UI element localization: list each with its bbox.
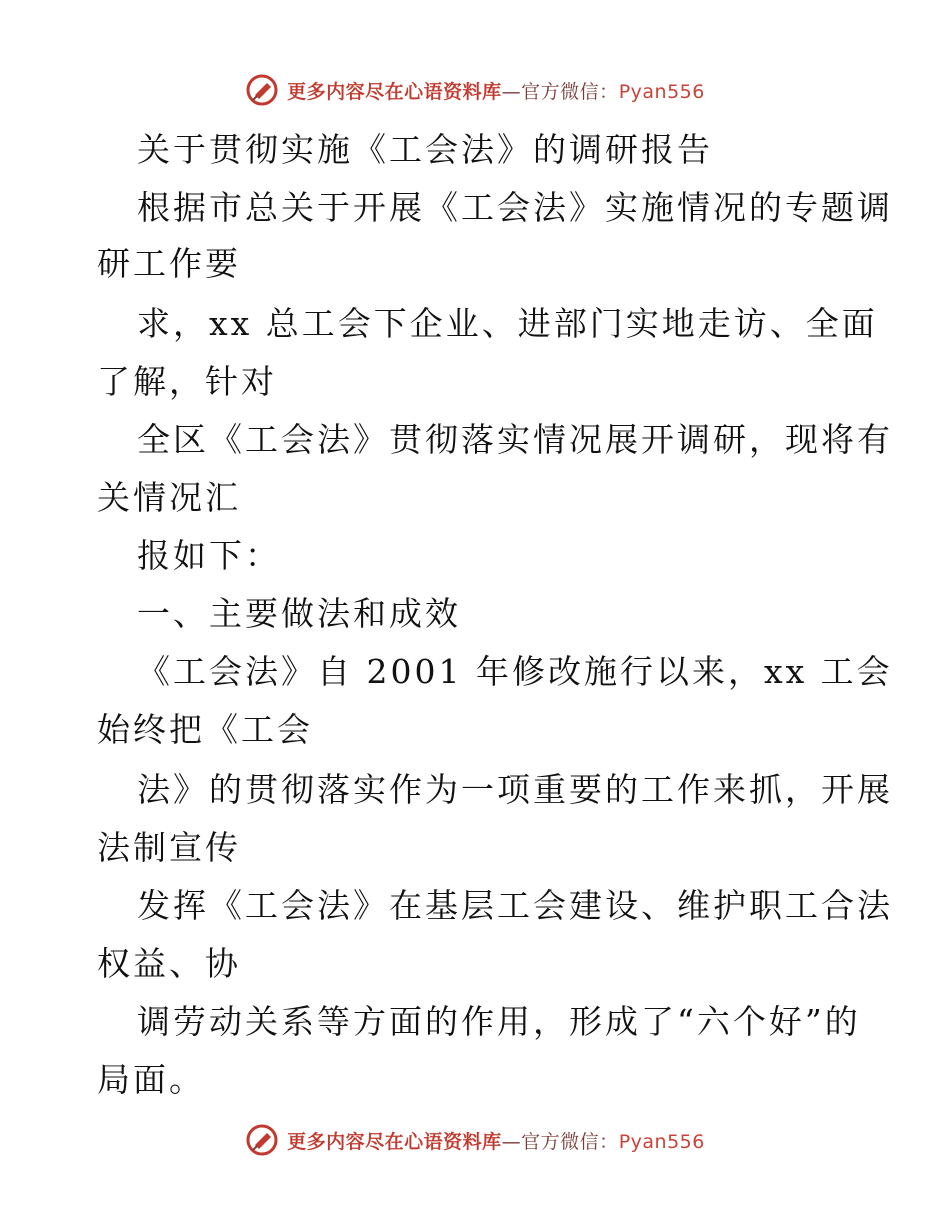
watermark-wechat-label: 官方微信： [521, 1130, 619, 1153]
paragraph-line: 报如下： [137, 536, 281, 575]
paragraph-line: 全区《工会法》贯彻落实情况展开调研，现将有 [137, 420, 893, 459]
section-heading: 一、主要做法和成效 [137, 594, 461, 633]
paragraph-line: 研工作要 [97, 244, 241, 283]
paragraph-line: 《工会法》自 2001 年修改施行以来，xx 工会 [137, 652, 893, 691]
watermark-text [287, 1127, 705, 1154]
watermark-wechat-label: 官方微信： [521, 80, 619, 103]
watermark-dash: — [501, 1130, 522, 1153]
header-watermark [0, 70, 950, 110]
paragraph-line: 根据市总关于开展《工会法》实施情况的专题调 [137, 188, 893, 227]
watermark-slogan: 更多内容尽在心语资料库 [287, 80, 502, 103]
logo-icon [245, 1123, 279, 1157]
paragraph-line: 权益、协 [97, 944, 241, 983]
logo-icon [245, 73, 279, 107]
paragraph-line: 关情况汇 [97, 478, 241, 517]
paragraph-line: 局面。 [97, 1060, 205, 1099]
paragraph-line: 了解，针对 [97, 362, 277, 401]
watermark-dash: — [501, 80, 522, 103]
paragraph-line: 法》的贯彻落实作为一项重要的工作来抓，开展 [137, 770, 893, 809]
paragraph-line: 求，xx 总工会下企业、进部门实地走访、全面 [137, 304, 878, 343]
watermark-wechat-id: Pyan556 [618, 1130, 705, 1153]
footer-watermark [0, 1120, 950, 1160]
paragraph-line: 法制宣传 [97, 828, 241, 867]
document-title: 关于贯彻实施《工会法》的调研报告 [137, 130, 713, 169]
paragraph-line: 始终把《工会 [97, 710, 313, 749]
watermark-slogan: 更多内容尽在心语资料库 [287, 1130, 502, 1153]
paragraph-line: 调劳动关系等方面的作用，形成了“六个好”的 [137, 1002, 861, 1041]
watermark-text [287, 77, 705, 104]
watermark-wechat-id: Pyan556 [618, 80, 705, 103]
paragraph-line: 发挥《工会法》在基层工会建设、维护职工合法 [137, 886, 893, 925]
